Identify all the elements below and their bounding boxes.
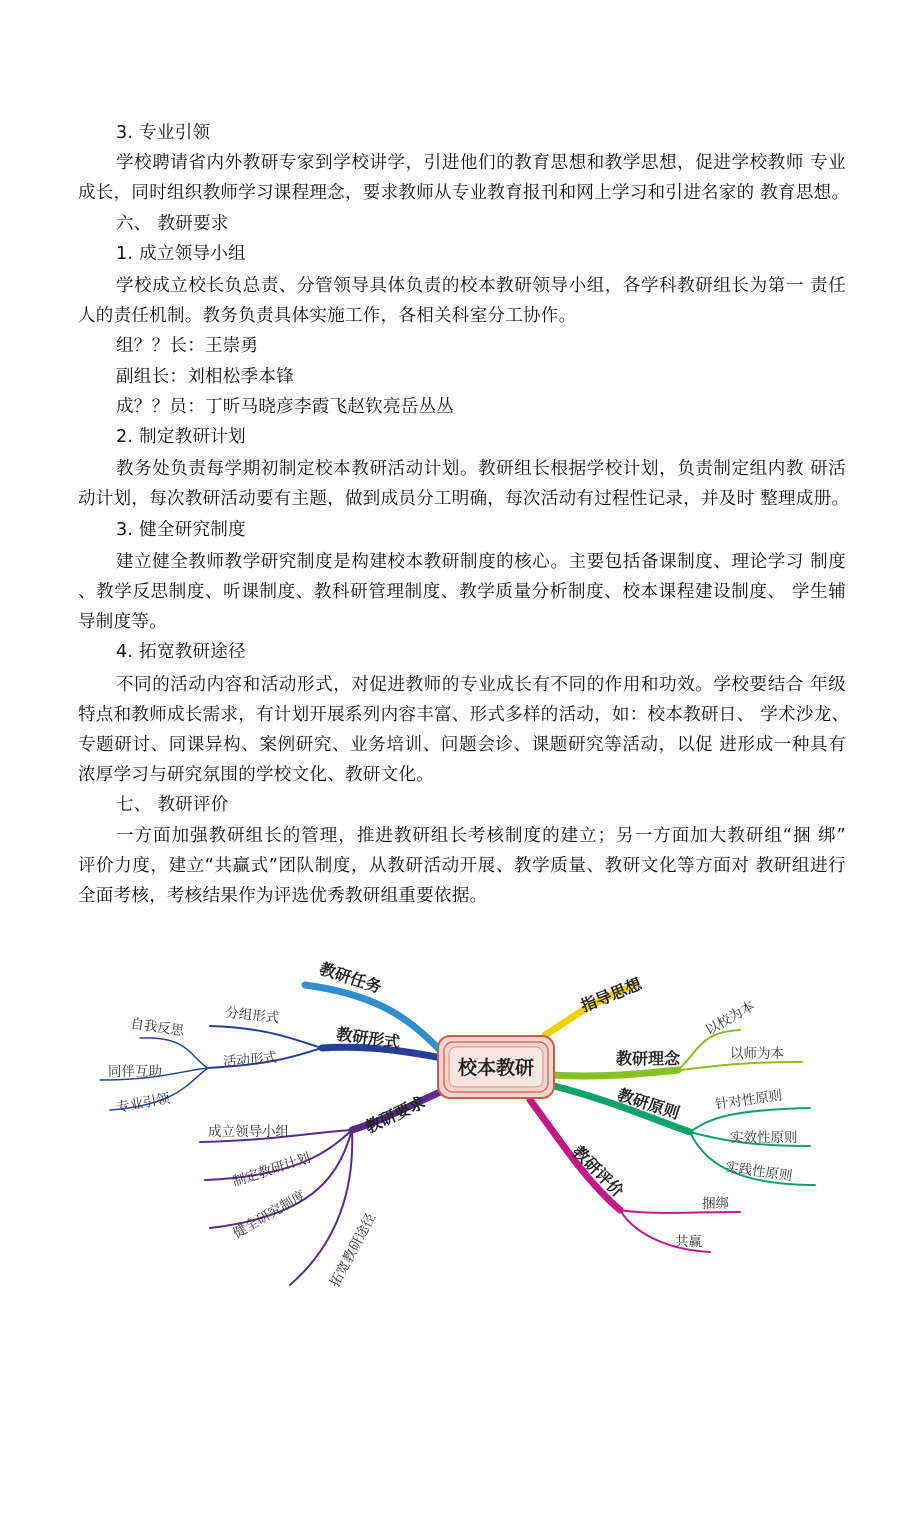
sub-label-grouping: 分组形式: [224, 1004, 280, 1027]
sub-label-broaden: 拓宽教研途径: [326, 1210, 380, 1290]
branch-guide-label: 指导思想: [577, 974, 645, 1016]
leaf-label-peer: 同伴互助: [108, 1064, 162, 1080]
paragraph-line: 学校成立校长负总责、分管领导具体负责的校本教研领导小组，各学科教研组长为第一 责任: [116, 276, 846, 297]
sub-label-binding: 捆绑: [702, 1196, 729, 1212]
paragraph-line: 特点和教师成长需求，有计划开展系列内容丰富、形式多样的活动，如：校本教研日、 学术沙龙、: [78, 704, 850, 725]
branch-eval-label: 教研评价: [568, 1142, 628, 1201]
paragraph-line: 浓厚学习与研究氛围的学校文化、教研文化。: [78, 765, 434, 786]
paragraph-line: 全面考核，考核结果作为评选优秀教研组重要依据。: [78, 886, 488, 907]
connector-form-grouping: [210, 1026, 322, 1048]
leaf-label-reflect: 自我反思: [129, 1015, 186, 1040]
paragraph-line: 、教学反思制度、听课制度、教科研管理制度、教学质量分析制度、校本课程建设制度、 学生辅: [78, 582, 846, 603]
branch-require-label: 教研要求: [362, 1092, 429, 1137]
members-line: 成？？员：丁昕马晓彦李霞飞赵钦亮岳丛丛: [116, 396, 455, 417]
subheading-professional-guidance: 3. 专业引领: [116, 123, 211, 143]
section-heading-requirements: 六、 教研要求: [116, 213, 229, 234]
subheading-plan: 2. 制定教研计划: [116, 427, 246, 448]
paragraph-line: 评价力度，建立“共赢式”团队制度，从教研活动开展、教学质量、教研文化等方面对 教研组进行: [78, 855, 846, 876]
paragraph-line: 人的责任机制。教务负责具体实施工作，各相关科室分工协作。: [78, 306, 577, 327]
branch-principle-label: 教研原则: [615, 1085, 682, 1123]
subheading-broaden: 4. 拓宽教研途径: [116, 642, 246, 663]
sub-label-teacher-based: 以师为本: [730, 1046, 784, 1062]
mind-map: [90, 940, 830, 1300]
branch-idea: [550, 1070, 678, 1076]
deputy-leader-line: 副组长：刘相松季本锋: [116, 366, 294, 387]
document-text: [78, 118, 850, 911]
paragraph-line: 一方面加强教研组长的管理，推进教研组长考核制度的建立；另一方面加大教研组“捆 绑”: [116, 825, 846, 846]
branch-form-label: 教研形式: [335, 1024, 402, 1053]
sub-label-activity: 活动形式: [222, 1049, 278, 1071]
leaf-label-expert: 专业引领: [115, 1090, 172, 1116]
sub-label-plan: 制定教研计划: [230, 1149, 313, 1191]
section-heading-evaluation: 七、 教研评价: [116, 795, 229, 816]
sub-label-leadership: 成立领导小组: [208, 1124, 289, 1140]
paragraph-line: 不同的活动内容和活动形式，对促进教师的专业成长有不同的作用和功效。学校要结合 年级: [116, 674, 846, 695]
sub-label-school-based: 以校为本: [702, 997, 758, 1039]
sub-label-win-win: 共赢: [675, 1234, 702, 1250]
paragraph-line: 教务处负责每学期初制定校本教研活动计划。教研组长根据学校计划，负责制定组内教 研活: [116, 459, 846, 480]
subheading-research-system: 3. 健全研究制度: [116, 519, 246, 540]
branch-idea-label: 教研理念: [616, 1049, 681, 1068]
sub-label-practical: 实践性原则: [724, 1159, 794, 1185]
sub-label-system: 健全研究制度: [230, 1187, 309, 1242]
subheading-leadership-group: 1. 成立领导小组: [116, 243, 246, 264]
group-leader-line: 组？？长：王崇勇: [116, 336, 259, 357]
paragraph-line: 动计划，每次教研活动要有主题，做到成员分工明确，每次活动有过程性记录，并及时 整理成册。: [78, 489, 850, 510]
center-node-label: 校本教研: [457, 1057, 535, 1079]
sub-label-targeted: 针对性原则: [714, 1087, 784, 1113]
connector-idea-2: [678, 1062, 802, 1070]
sub-label-effective: 实效性原则: [730, 1130, 798, 1146]
paragraph-line: 专题研讨、同课异构、案例研究、业务培训、问题会诊、课题研究等活动，以促 进形成一种具有: [78, 735, 846, 756]
center-node: [438, 1036, 554, 1098]
paragraph-line: 成长，同时组织教师学习课程理念，要求教师从专业教育报刊和网上学习和引进名家的 教育思想。: [78, 183, 850, 204]
branch-task-label: 教研任务: [317, 959, 384, 997]
paragraph-line: 导制度等。: [78, 612, 167, 633]
connector-principle-1: [690, 1108, 810, 1132]
paragraph-line: 学校聘请省内外教研专家到学校讲学，引进他们的教育思想和教学思想，促进学校教师 专业: [116, 153, 846, 174]
paragraph-line: 建立健全教师教学研究制度是构建校本教研制度的核心。主要包括备课制度、理论学习 制度: [116, 551, 846, 572]
